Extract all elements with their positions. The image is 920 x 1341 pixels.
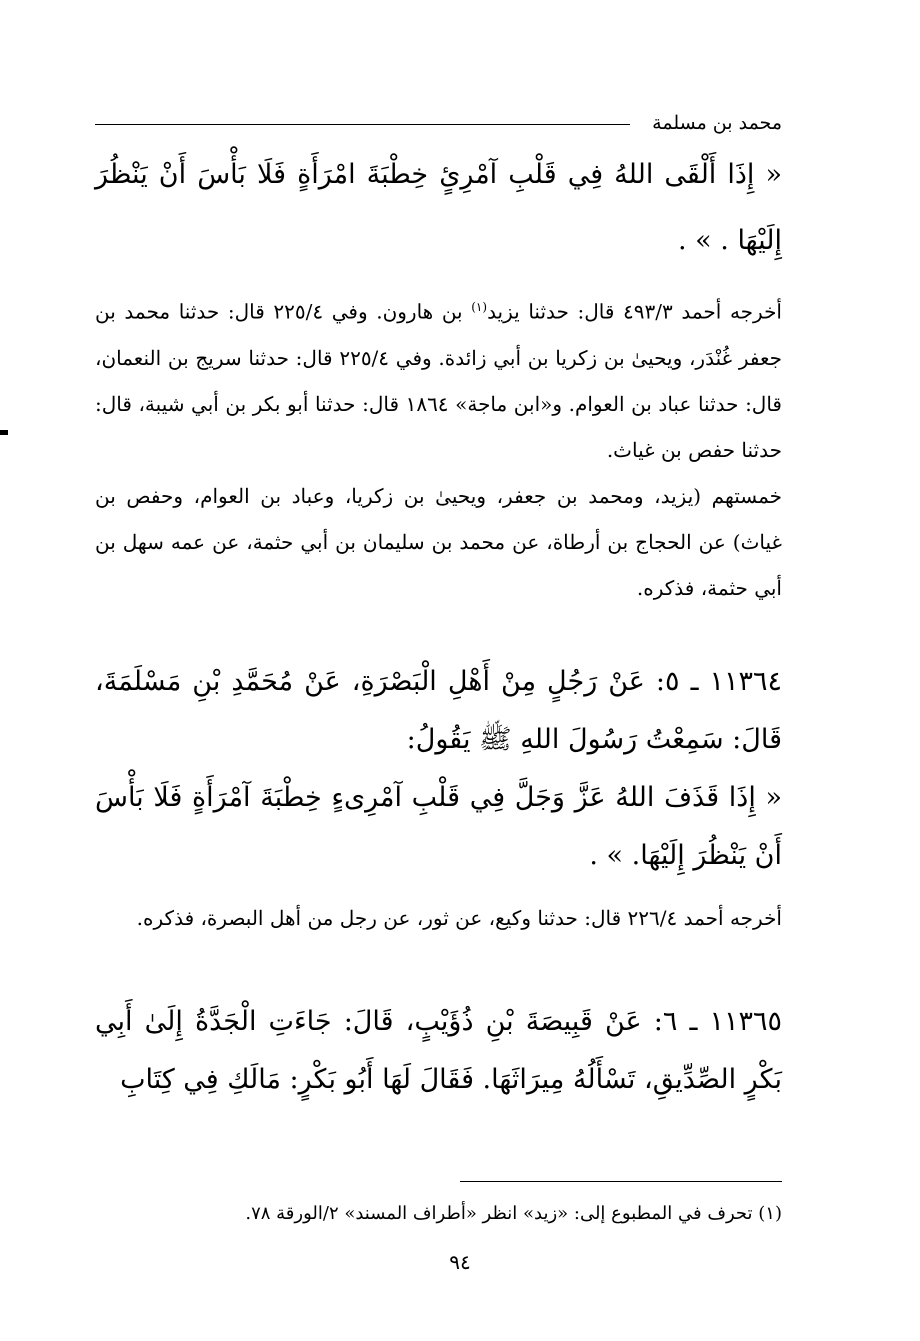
takhrij-1-text-a: أخرجه أحمد ٤٩٣/٣ قال: حدثنا يزيد [487, 299, 782, 324]
takhrij-1-text-b: بن هارون. وفي ٢٢٥/٤ قال: حدثنا محمد بن جعفر غُنْدَر، ويحيىٰ بن زكريا بن أبي زائدة. وفي ٢٢٥/٤ قال: حدثنا سريج بن النعمان، قال: حدثنا عباد بن العوام. و«ابن ماجة» ١٨٦٤ قال: حدثنا أبو بكر بن أبي شيبة، قال: حدثنا حفص بن غياث. [95, 299, 782, 462]
hadith-11365-intro: ١١٣٦٥ ـ ٦: عَنْ قَبِيصَةَ بْنِ ذُؤَيْبٍ، قَالَ: جَاءَتِ الْجَدَّةُ إِلَىٰ أَبِي بَكْرٍ الصِّدِّيقِ، تَسْأَلُهُ مِيرَاثَهَا. فَقَالَ لَهَا أَبُو بَكْرٍ: مَالَكِ فِي كِتَابِ [95, 1005, 782, 1095]
hadith-11364-quote: « إِذَا قَذَفَ اللهُ عَزَّ وَجَلَّ فِي قَلْبِ آمْرِىءٍ خِطْبَةَ آمْرَأَةٍ فَلَا بَأْسَ أَنْ يَنْظُرَ إِلَيْهَا. » . [95, 781, 782, 871]
hadith-11364-intro: ١١٣٦٤ ـ ٥: عَنْ رَجُلٍ مِنْ أَهْلِ الْبَصْرَةِ، عَنْ مُحَمَّدِ بْنِ مَسْلَمَةَ، قَالَ: سَمِعْتُ رَسُولَ اللهِ ﷺ يَقُولُ: [95, 665, 783, 755]
takhrij-11364: أخرجه أحمد ٢٢٦/٤ قال: حدثنا وكيع، عن ثور، عن رجل من أهل البصرة، فذكره. [136, 905, 782, 930]
footnote-rule [460, 1181, 782, 1182]
running-head-rule [95, 124, 630, 125]
running-head-title: محمد بن مسلمة [652, 112, 782, 134]
section-gap [95, 611, 782, 653]
section-gap [95, 941, 782, 993]
page-body [95, 112, 782, 1109]
takhrij-1-paragraph-1 [95, 284, 782, 473]
footnote: (١) تحرف في المطبوع إلى: «زيد» انظر «أطراف المسند» ٢/الورقة ٧٨. [245, 1203, 782, 1224]
footnote-reference[interactable]: (١) [471, 300, 488, 314]
takhrij-1-paragraph-2: خمستهم (يزيد، ومحمد بن جعفر، ويحيىٰ بن زكريا، وعباد بن العوام، وحفص بن غياث) عن الحجاج بن أرطاة، عن محمد بن سليمان بن أبي حثمة، عن عمه سهل بن أبي حثمة، فذكره. [95, 483, 782, 600]
page-number: ٩٤ [449, 1250, 471, 1274]
margin-mark [0, 430, 8, 435]
hadith-quote-1: « إِذَا أَلْقَى اللهُ فِي قَلْبِ آمْرِئٍ خِطْبَةَ امْرَأَةٍ فَلَا بَأْسَ أَنْ يَنْظُرَ إِلَيْهَا . » . [95, 159, 782, 256]
takhrij-1 [95, 284, 782, 611]
running-head [95, 112, 782, 134]
